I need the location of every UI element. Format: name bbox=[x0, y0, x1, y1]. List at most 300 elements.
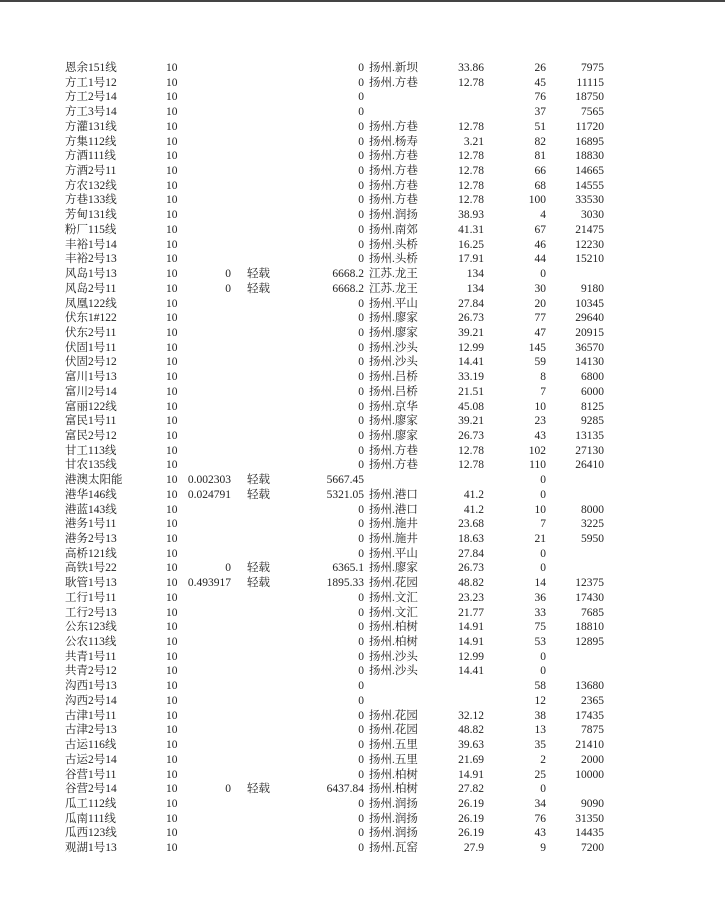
count-cell: 30 bbox=[534, 282, 546, 295]
capacity-cell: 0 bbox=[358, 326, 364, 339]
count-cell: 0 bbox=[540, 562, 546, 575]
line-name-cell: 方工1号12 bbox=[65, 76, 117, 89]
substation-cell: 扬州.吕桥 bbox=[369, 385, 418, 398]
amount-cell: 18750 bbox=[575, 91, 604, 104]
distance-cell: 18.63 bbox=[458, 533, 484, 545]
voltage-cell: 10 bbox=[166, 238, 178, 251]
substation-cell: 扬州.沙头 bbox=[369, 356, 418, 369]
voltage-cell: 10 bbox=[166, 488, 178, 501]
voltage-cell: 10 bbox=[166, 459, 178, 472]
amount-cell: 36570 bbox=[575, 341, 604, 354]
voltage-cell: 10 bbox=[166, 223, 178, 236]
substation-cell: 扬州.廖家 bbox=[369, 415, 418, 428]
voltage-cell: 10 bbox=[166, 503, 178, 516]
count-cell: 0 bbox=[540, 547, 546, 560]
line-name-cell: 甘农135线 bbox=[65, 459, 117, 472]
capacity-cell: 0 bbox=[358, 636, 364, 649]
line-name-cell: 谷营1号11 bbox=[65, 768, 117, 781]
count-cell: 0 bbox=[540, 488, 546, 501]
amount-cell: 8125 bbox=[581, 400, 604, 413]
voltage-cell: 10 bbox=[166, 209, 178, 222]
line-name-cell: 风岛1号13 bbox=[65, 268, 117, 281]
capacity-cell: 0 bbox=[358, 768, 364, 781]
table-row bbox=[0, 400, 725, 415]
voltage-cell: 10 bbox=[166, 429, 178, 442]
count-cell: 12 bbox=[534, 694, 546, 707]
count-cell: 75 bbox=[534, 621, 546, 634]
table-row bbox=[0, 179, 725, 194]
table-row bbox=[0, 135, 725, 150]
amount-cell: 11720 bbox=[575, 120, 604, 133]
count-cell: 0 bbox=[540, 474, 546, 487]
amount-cell: 3225 bbox=[581, 518, 604, 531]
amount-cell: 18810 bbox=[575, 621, 604, 634]
count-cell: 68 bbox=[534, 179, 546, 192]
count-cell: 9 bbox=[540, 842, 546, 855]
distance-cell: 45.08 bbox=[458, 400, 484, 413]
count-cell: 10 bbox=[534, 503, 546, 516]
voltage-cell: 10 bbox=[166, 547, 178, 560]
table-row bbox=[0, 650, 725, 665]
voltage-cell: 10 bbox=[166, 62, 178, 74]
line-name-cell: 工行1号11 bbox=[65, 591, 117, 604]
amount-cell: 33530 bbox=[575, 194, 604, 207]
count-cell: 13 bbox=[534, 724, 546, 737]
count-cell: 0 bbox=[540, 650, 546, 663]
distance-cell: 48.82 bbox=[458, 724, 484, 737]
count-cell: 7 bbox=[540, 518, 546, 531]
substation-cell: 扬州.头桥 bbox=[369, 253, 418, 266]
load-rate-cell: 0 bbox=[225, 783, 231, 796]
table-row bbox=[0, 635, 725, 650]
voltage-cell: 10 bbox=[166, 106, 178, 119]
capacity-cell: 0 bbox=[358, 606, 364, 619]
amount-cell: 13135 bbox=[575, 429, 604, 442]
table-row bbox=[0, 208, 725, 223]
voltage-cell: 10 bbox=[166, 680, 178, 693]
amount-cell: 7685 bbox=[581, 606, 604, 619]
distance-cell: 23.23 bbox=[458, 591, 484, 604]
substation-cell: 扬州.文汇 bbox=[369, 606, 418, 619]
table-row bbox=[0, 193, 725, 208]
voltage-cell: 10 bbox=[166, 812, 178, 825]
voltage-cell: 10 bbox=[166, 665, 178, 678]
substation-cell: 江苏.龙王 bbox=[369, 282, 418, 295]
amount-cell: 8000 bbox=[581, 503, 604, 516]
table-row bbox=[0, 488, 725, 503]
table-row bbox=[0, 517, 725, 532]
substation-cell: 扬州.杨寿 bbox=[369, 135, 418, 148]
count-cell: 20 bbox=[534, 297, 546, 310]
table-row bbox=[0, 444, 725, 459]
amount-cell: 3030 bbox=[581, 209, 604, 222]
capacity-cell: 0 bbox=[358, 591, 364, 604]
distance-cell: 12.78 bbox=[458, 194, 484, 207]
distance-cell: 27.9 bbox=[463, 842, 484, 855]
table-row bbox=[0, 841, 725, 856]
voltage-cell: 10 bbox=[166, 371, 178, 384]
voltage-cell: 10 bbox=[166, 694, 178, 707]
capacity-cell: 0 bbox=[358, 415, 364, 428]
table-row bbox=[0, 679, 725, 694]
amount-cell: 6800 bbox=[581, 371, 604, 384]
amount-cell: 14665 bbox=[575, 165, 604, 178]
voltage-cell: 10 bbox=[166, 326, 178, 339]
capacity-cell: 0 bbox=[358, 429, 364, 442]
voltage-cell: 10 bbox=[166, 827, 178, 840]
capacity-cell: 0 bbox=[358, 238, 364, 251]
substation-cell: 扬州.方巷 bbox=[369, 194, 418, 207]
table-row bbox=[0, 238, 725, 253]
amount-cell: 7875 bbox=[581, 724, 604, 737]
voltage-cell: 10 bbox=[166, 165, 178, 178]
substation-cell: 扬州.港口 bbox=[369, 488, 418, 501]
count-cell: 67 bbox=[534, 223, 546, 236]
count-cell: 51 bbox=[534, 120, 546, 133]
distance-cell: 16.25 bbox=[458, 238, 484, 251]
table-row bbox=[0, 149, 725, 164]
count-cell: 0 bbox=[540, 268, 546, 281]
substation-cell: 扬州.新坝 bbox=[369, 62, 418, 74]
distance-cell: 48.82 bbox=[458, 577, 484, 590]
amount-cell: 21475 bbox=[575, 223, 604, 236]
substation-cell: 扬州.方巷 bbox=[369, 76, 418, 89]
capacity-cell: 0 bbox=[358, 724, 364, 737]
line-name-cell: 耿管1号13 bbox=[65, 577, 117, 590]
line-name-cell: 丰裕2号13 bbox=[65, 253, 117, 266]
line-name-cell: 芳甸131线 bbox=[65, 209, 117, 222]
distance-cell: 12.78 bbox=[458, 165, 484, 178]
distance-cell: 39.63 bbox=[458, 739, 484, 752]
load-rate-cell: 0 bbox=[225, 268, 231, 281]
distance-cell: 27.84 bbox=[458, 297, 484, 310]
distance-cell: 12.78 bbox=[458, 150, 484, 163]
load-status-cell: 轻载 bbox=[247, 562, 270, 575]
line-name-cell: 古运2号14 bbox=[65, 753, 117, 766]
table-row bbox=[0, 782, 725, 797]
line-name-cell: 方酒2号11 bbox=[65, 165, 117, 178]
distance-cell: 21.77 bbox=[458, 606, 484, 619]
amount-cell: 26410 bbox=[575, 459, 604, 472]
count-cell: 46 bbox=[534, 238, 546, 251]
count-cell: 59 bbox=[534, 356, 546, 369]
count-cell: 76 bbox=[534, 812, 546, 825]
capacity-cell: 0 bbox=[358, 533, 364, 545]
substation-cell: 扬州.施井 bbox=[369, 533, 418, 545]
count-cell: 81 bbox=[534, 150, 546, 163]
top-border bbox=[0, 0, 725, 2]
substation-cell: 扬州.廖家 bbox=[369, 429, 418, 442]
amount-cell: 7975 bbox=[581, 62, 604, 74]
capacity-cell: 0 bbox=[358, 444, 364, 457]
line-name-cell: 瓜西123线 bbox=[65, 827, 117, 840]
amount-cell: 14130 bbox=[575, 356, 604, 369]
capacity-cell: 0 bbox=[358, 385, 364, 398]
voltage-cell: 10 bbox=[166, 783, 178, 796]
capacity-cell: 0 bbox=[358, 120, 364, 133]
capacity-cell: 0 bbox=[358, 356, 364, 369]
substation-cell: 扬州.方巷 bbox=[369, 179, 418, 192]
substation-cell: 扬州.柏树 bbox=[369, 783, 418, 796]
substation-cell: 扬州.瓦窑 bbox=[369, 842, 418, 855]
substation-cell: 扬州.方巷 bbox=[369, 165, 418, 178]
capacity-cell: 0 bbox=[358, 650, 364, 663]
table-row bbox=[0, 164, 725, 179]
voltage-cell: 10 bbox=[166, 842, 178, 855]
amount-cell: 20915 bbox=[575, 326, 604, 339]
distance-cell: 26.73 bbox=[458, 562, 484, 575]
voltage-cell: 10 bbox=[166, 135, 178, 148]
voltage-cell: 10 bbox=[166, 179, 178, 192]
line-name-cell: 港务2号13 bbox=[65, 533, 117, 545]
voltage-cell: 10 bbox=[166, 709, 178, 722]
voltage-cell: 10 bbox=[166, 150, 178, 163]
distance-cell: 12.78 bbox=[458, 459, 484, 472]
voltage-cell: 10 bbox=[166, 253, 178, 266]
line-name-cell: 工行2号13 bbox=[65, 606, 117, 619]
capacity-cell: 0 bbox=[358, 62, 364, 74]
distance-cell: 3.21 bbox=[463, 135, 484, 148]
capacity-cell: 0 bbox=[358, 842, 364, 855]
count-cell: 36 bbox=[534, 591, 546, 604]
line-name-cell: 凤凰122线 bbox=[65, 297, 117, 310]
count-cell: 25 bbox=[534, 768, 546, 781]
capacity-cell: 0 bbox=[358, 253, 364, 266]
line-name-cell: 恩余151线 bbox=[65, 62, 117, 74]
capacity-cell: 0 bbox=[358, 621, 364, 634]
table-row bbox=[0, 826, 725, 841]
table-row bbox=[0, 797, 725, 812]
voltage-cell: 10 bbox=[166, 650, 178, 663]
substation-cell: 扬州.平山 bbox=[369, 547, 418, 560]
count-cell: 8 bbox=[540, 371, 546, 384]
capacity-cell: 5321.05 bbox=[326, 488, 364, 501]
line-name-cell: 瓜南111线 bbox=[65, 812, 116, 825]
table-row bbox=[0, 311, 725, 326]
line-name-cell: 公农113线 bbox=[65, 636, 117, 649]
capacity-cell: 0 bbox=[358, 91, 364, 104]
substation-cell: 扬州.京华 bbox=[369, 400, 418, 413]
capacity-cell: 0 bbox=[358, 547, 364, 560]
table-row bbox=[0, 606, 725, 621]
line-name-cell: 瓜工112线 bbox=[65, 797, 117, 810]
count-cell: 145 bbox=[528, 341, 546, 354]
substation-cell: 扬州.润扬 bbox=[369, 209, 418, 222]
table-row bbox=[0, 414, 725, 429]
distance-cell: 21.69 bbox=[458, 753, 484, 766]
amount-cell: 14555 bbox=[575, 179, 604, 192]
substation-cell: 扬州.平山 bbox=[369, 297, 418, 310]
line-name-cell: 方巷133线 bbox=[65, 194, 117, 207]
substation-cell: 扬州.润扬 bbox=[369, 797, 418, 810]
distance-cell: 21.51 bbox=[458, 385, 484, 398]
amount-cell: 29640 bbox=[575, 312, 604, 325]
table-row bbox=[0, 812, 725, 827]
amount-cell: 2000 bbox=[581, 753, 604, 766]
count-cell: 82 bbox=[534, 135, 546, 148]
voltage-cell: 10 bbox=[166, 606, 178, 619]
line-name-cell: 共青1号11 bbox=[65, 650, 117, 663]
voltage-cell: 10 bbox=[166, 312, 178, 325]
amount-cell: 6000 bbox=[581, 385, 604, 398]
amount-cell: 7200 bbox=[581, 842, 604, 855]
amount-cell: 27130 bbox=[575, 444, 604, 457]
voltage-cell: 10 bbox=[166, 591, 178, 604]
count-cell: 110 bbox=[529, 459, 546, 472]
load-status-cell: 轻载 bbox=[247, 474, 270, 487]
voltage-cell: 10 bbox=[166, 400, 178, 413]
substation-cell: 扬州.柏树 bbox=[369, 636, 418, 649]
voltage-cell: 10 bbox=[166, 76, 178, 89]
substation-cell: 扬州.吕桥 bbox=[369, 371, 418, 384]
substation-cell: 扬州.花园 bbox=[369, 709, 418, 722]
count-cell: 14 bbox=[534, 577, 546, 590]
distance-cell: 39.21 bbox=[458, 326, 484, 339]
distance-cell: 41.2 bbox=[463, 488, 484, 501]
voltage-cell: 10 bbox=[166, 518, 178, 531]
capacity-cell: 0 bbox=[358, 739, 364, 752]
distance-cell: 33.86 bbox=[458, 62, 484, 74]
line-name-cell: 富丽122线 bbox=[65, 400, 117, 413]
load-status-cell: 轻载 bbox=[247, 783, 270, 796]
amount-cell: 9090 bbox=[581, 797, 604, 810]
table-row bbox=[0, 694, 725, 709]
table-row bbox=[0, 591, 725, 606]
substation-cell: 扬州.五里 bbox=[369, 739, 418, 752]
load-status-cell: 轻载 bbox=[247, 282, 270, 295]
table-row bbox=[0, 341, 725, 356]
capacity-cell: 0 bbox=[358, 150, 364, 163]
table-row bbox=[0, 355, 725, 370]
substation-cell: 扬州.施井 bbox=[369, 518, 418, 531]
voltage-cell: 10 bbox=[166, 341, 178, 354]
substation-cell: 扬州.花园 bbox=[369, 577, 418, 590]
distance-cell: 26.19 bbox=[458, 827, 484, 840]
line-name-cell: 港澳太阳能 bbox=[65, 474, 123, 487]
capacity-cell: 0 bbox=[358, 371, 364, 384]
line-name-cell: 富民2号12 bbox=[65, 429, 117, 442]
substation-cell: 扬州.柏树 bbox=[369, 621, 418, 634]
table-row bbox=[0, 738, 725, 753]
table-row bbox=[0, 547, 725, 562]
voltage-cell: 10 bbox=[166, 562, 178, 575]
line-name-cell: 港华146线 bbox=[65, 488, 117, 501]
voltage-cell: 10 bbox=[166, 194, 178, 207]
capacity-cell: 6668.2 bbox=[332, 268, 364, 281]
count-cell: 34 bbox=[534, 797, 546, 810]
amount-cell: 13680 bbox=[575, 680, 604, 693]
distance-cell: 26.73 bbox=[458, 312, 484, 325]
count-cell: 10 bbox=[534, 400, 546, 413]
table-row bbox=[0, 76, 725, 91]
line-name-cell: 方农132线 bbox=[65, 179, 117, 192]
substation-cell: 扬州.廖家 bbox=[369, 326, 418, 339]
substation-cell: 扬州.花园 bbox=[369, 724, 418, 737]
line-name-cell: 伏固1号11 bbox=[65, 341, 117, 354]
line-name-cell: 方灌131线 bbox=[65, 120, 117, 133]
substation-cell: 扬州.文汇 bbox=[369, 591, 418, 604]
capacity-cell: 0 bbox=[358, 694, 364, 707]
voltage-cell: 10 bbox=[166, 768, 178, 781]
amount-cell: 2365 bbox=[581, 694, 604, 707]
distance-cell: 26.73 bbox=[458, 429, 484, 442]
amount-cell: 7565 bbox=[581, 106, 604, 119]
line-name-cell: 方集112线 bbox=[65, 135, 117, 148]
distance-cell: 134 bbox=[466, 282, 484, 295]
line-name-cell: 沟西1号13 bbox=[65, 680, 117, 693]
amount-cell: 10345 bbox=[575, 297, 604, 310]
substation-cell: 扬州.方巷 bbox=[369, 444, 418, 457]
amount-cell: 18830 bbox=[575, 150, 604, 163]
amount-cell: 12895 bbox=[575, 636, 604, 649]
line-name-cell: 古津2号13 bbox=[65, 724, 117, 737]
amount-cell: 14435 bbox=[575, 827, 604, 840]
table-row bbox=[0, 297, 725, 312]
line-name-cell: 港蓝143线 bbox=[65, 503, 117, 516]
load-rate-cell: 0.024791 bbox=[187, 488, 231, 501]
voltage-cell: 10 bbox=[166, 268, 178, 281]
amount-cell: 21410 bbox=[575, 739, 604, 752]
table-row bbox=[0, 370, 725, 385]
capacity-cell: 0 bbox=[358, 665, 364, 678]
distance-cell: 39.21 bbox=[458, 415, 484, 428]
count-cell: 2 bbox=[540, 753, 546, 766]
distance-cell: 14.41 bbox=[458, 665, 484, 678]
count-cell: 102 bbox=[528, 444, 546, 457]
capacity-cell: 0 bbox=[358, 223, 364, 236]
capacity-cell: 0 bbox=[358, 194, 364, 207]
line-name-cell: 共青2号12 bbox=[65, 665, 117, 678]
capacity-cell: 5667.45 bbox=[326, 474, 364, 487]
count-cell: 0 bbox=[540, 783, 546, 796]
line-name-cell: 富川1号13 bbox=[65, 371, 117, 384]
load-rate-cell: 0.002303 bbox=[187, 474, 231, 487]
substation-cell: 扬州.沙头 bbox=[369, 650, 418, 663]
substation-cell: 江苏.龙王 bbox=[369, 268, 418, 281]
distance-cell: 12.99 bbox=[458, 341, 484, 354]
distance-cell: 33.19 bbox=[458, 371, 484, 384]
line-name-cell: 沟西2号14 bbox=[65, 694, 117, 707]
table-row bbox=[0, 223, 725, 238]
amount-cell: 5950 bbox=[581, 533, 604, 545]
count-cell: 37 bbox=[534, 106, 546, 119]
line-name-cell: 富民1号11 bbox=[65, 415, 117, 428]
table-row bbox=[0, 61, 725, 76]
capacity-cell: 0 bbox=[358, 341, 364, 354]
voltage-cell: 10 bbox=[166, 120, 178, 133]
capacity-cell: 0 bbox=[358, 135, 364, 148]
count-cell: 21 bbox=[534, 533, 546, 545]
line-name-cell: 伏固2号12 bbox=[65, 356, 117, 369]
count-cell: 77 bbox=[534, 312, 546, 325]
distance-cell: 14.91 bbox=[458, 768, 484, 781]
line-name-cell: 风岛2号11 bbox=[65, 282, 117, 295]
line-name-cell: 港务1号11 bbox=[65, 518, 117, 531]
capacity-cell: 0 bbox=[358, 179, 364, 192]
table-row bbox=[0, 252, 725, 267]
line-name-cell: 丰裕1号14 bbox=[65, 238, 117, 251]
voltage-cell: 10 bbox=[166, 753, 178, 766]
count-cell: 53 bbox=[534, 636, 546, 649]
distance-cell: 41.31 bbox=[458, 223, 484, 236]
voltage-cell: 10 bbox=[166, 739, 178, 752]
amount-cell: 9285 bbox=[581, 415, 604, 428]
table-row bbox=[0, 282, 725, 297]
table-row bbox=[0, 664, 725, 679]
capacity-cell: 0 bbox=[358, 709, 364, 722]
capacity-cell: 0 bbox=[358, 297, 364, 310]
count-cell: 43 bbox=[534, 827, 546, 840]
